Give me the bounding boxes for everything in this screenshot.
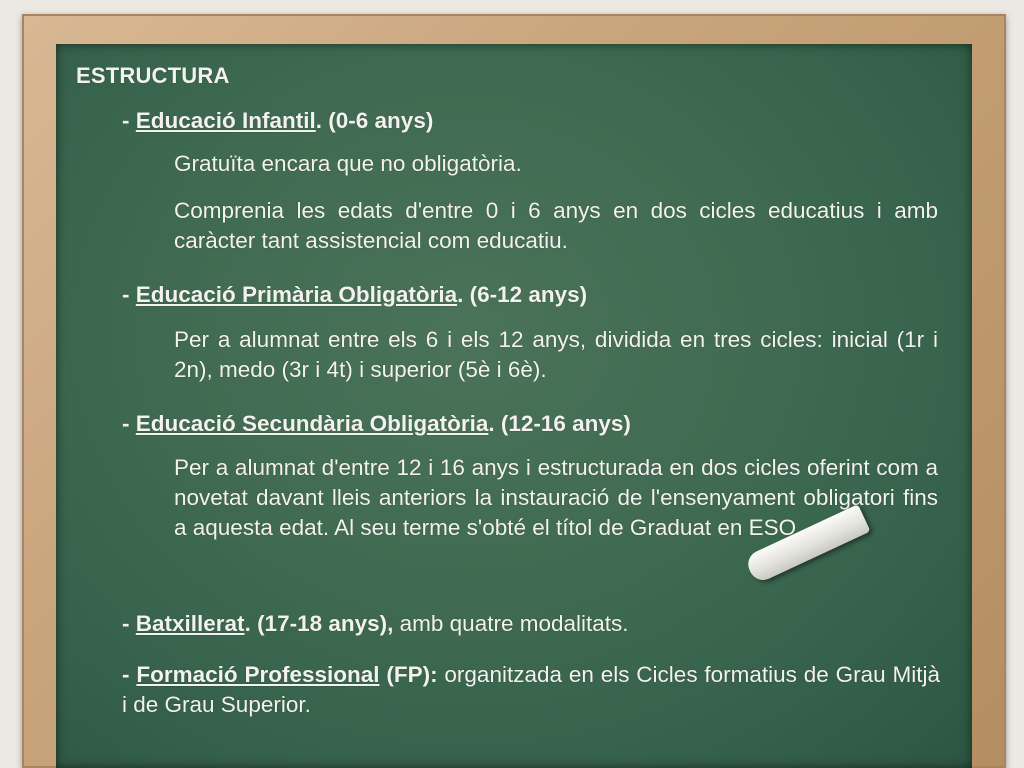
section-infantil-paragraph-2: Comprenia les edats d'entre 0 i 6 anys en dos cicles educatius i amb caràcter tant assistencial com educatiu. (174, 198, 938, 253)
section-name-secundaria: Educació Secundària Obligatòria (135, 411, 489, 436)
section-fp-tail: organitzada en els Cicles formatius de Grau Mitjà i de Grau Superior. (122, 662, 940, 717)
section-batxillerat-tail: amb quatre modalitats. (393, 611, 629, 636)
section-name-fp: Formació Professional (136, 662, 380, 687)
section-name-batxillerat: Batxillerat (135, 611, 245, 636)
section-secundaria-paragraph-1: Per a alumnat d'entre 12 i 16 anys i estructurada en dos cicles oferint com a novetat davant lleis anteriors la instauració de l'ensenyament obligatori fins a aquesta edat. Al seu terme s'obté el títol de Graduat en ESO. (174, 455, 938, 540)
section-name-infantil: Educació Infantil (135, 108, 316, 133)
section-heading-infantil: - Educació Infantil. (0-6 anys) (122, 108, 434, 133)
section-name-primaria: Educació Primària Obligatòria (135, 282, 458, 307)
section-heading-fp: - Formació Professional (FP): organitzada en els Cicles formatius de Grau Mitjà i de Grau Superior. (122, 662, 940, 717)
section-heading-batxillerat: - Batxillerat. (17-18 anys), amb quatre modalitats. (122, 611, 629, 636)
section-primaria-paragraph-1: Per a alumnat entre els 6 i els 12 anys, dividida en tres cicles: inicial (1r i 2n), medo (3r i 4t) i superior (5è i 6è). (174, 327, 938, 382)
section-heading-secundaria: - Educació Secundària Obligatòria. (12-16 anys) (122, 411, 631, 436)
slide-title: ESTRUCTURA (76, 63, 230, 88)
section-infantil-paragraph-1: Gratuïta encara que no obligatòria. (174, 151, 522, 176)
section-heading-primaria: - Educació Primària Obligatòria. (6-12 anys) (122, 282, 588, 307)
